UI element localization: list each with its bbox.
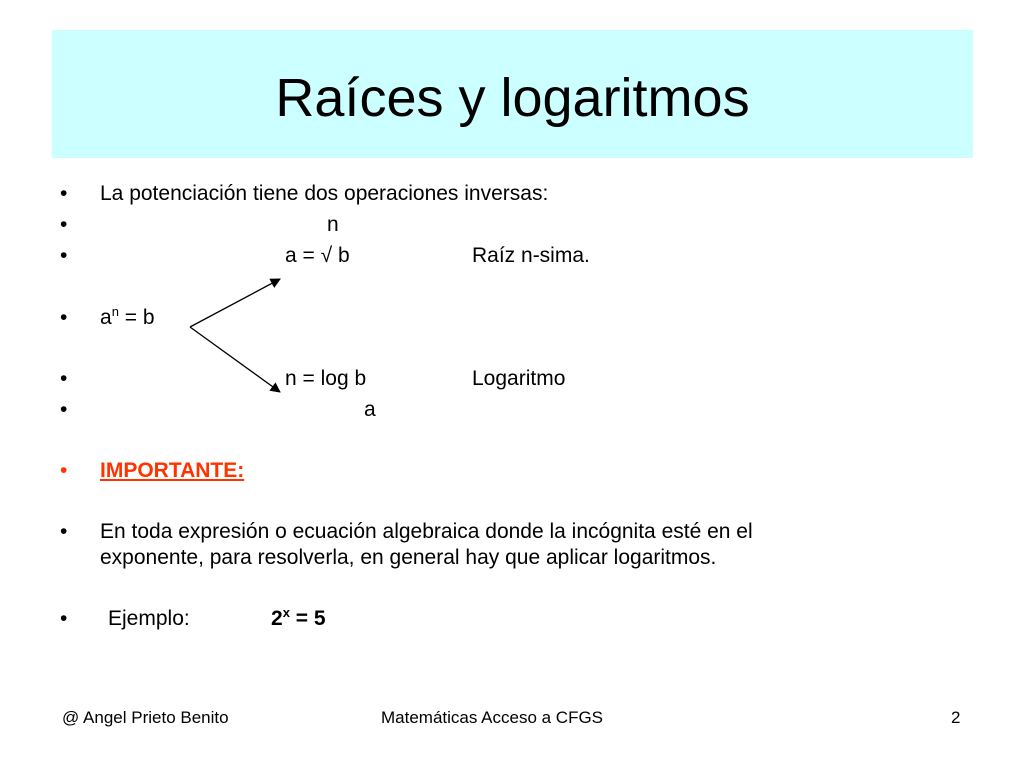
bullet-4: • bbox=[60, 306, 68, 329]
expression-text-line1: En toda expresión o ecuación algebraica donde la incógnita esté en el bbox=[100, 520, 753, 543]
power-equals: = b bbox=[118, 306, 155, 329]
example-equals: = 5 bbox=[289, 607, 326, 630]
arrow-to-root bbox=[190, 279, 280, 327]
root-label: Raíz n-sima. bbox=[472, 244, 590, 267]
expression-text-line2: exponente, para resolverla, en general hay que aplicar logaritmos. bbox=[100, 546, 717, 569]
root-index: n bbox=[327, 213, 339, 236]
intro-text: La potenciación tiene dos operaciones inversas: bbox=[100, 182, 549, 205]
log-expression: n = log b bbox=[285, 367, 367, 390]
bullet-6: • bbox=[60, 398, 68, 421]
bullet-2: • bbox=[60, 213, 68, 236]
important-heading: IMPORTANTE: bbox=[100, 459, 245, 482]
example-label: Ejemplo: bbox=[108, 607, 190, 630]
footer-author: @ Angel Prieto Benito bbox=[62, 708, 229, 727]
power-exponent: n bbox=[111, 304, 119, 319]
footer-course: Matemáticas Acceso a CFGS bbox=[381, 708, 604, 727]
root-expression: a = √ b bbox=[285, 244, 350, 267]
bullet-3: • bbox=[60, 244, 68, 267]
bullet-1: • bbox=[60, 182, 68, 205]
slide-title: Raíces y logaritmos bbox=[275, 68, 750, 128]
log-label: Logaritmo bbox=[472, 367, 566, 390]
bullet-5: • bbox=[60, 367, 68, 390]
arrow-to-log bbox=[190, 327, 280, 392]
footer-page-number: 2 bbox=[951, 708, 961, 727]
log-base: a bbox=[364, 398, 376, 421]
bullet-9: • bbox=[60, 607, 68, 630]
example-base: 2 bbox=[271, 607, 283, 630]
bullet-8: • bbox=[60, 520, 68, 543]
example-exponent: x bbox=[282, 605, 290, 620]
power-base: a bbox=[100, 306, 112, 329]
bullet-7: • bbox=[60, 459, 68, 482]
